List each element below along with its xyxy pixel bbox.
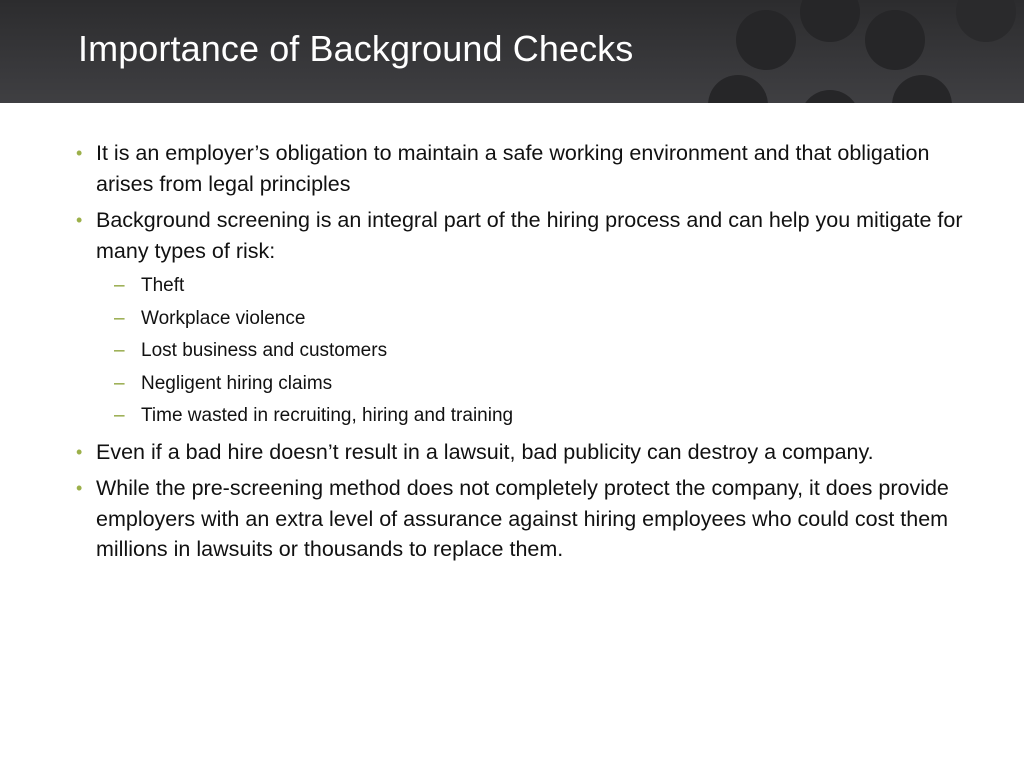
bullet-item [72, 205, 972, 266]
bullet-text: Background screening is an integral part of the hiring process and can help you mitigate for many types of risk: [96, 208, 963, 263]
slide-title: Importance of Background Checks [78, 28, 634, 69]
sub-bullet-item [72, 404, 972, 428]
risk-sublist [72, 274, 972, 428]
dash-icon: – [114, 340, 125, 361]
bullet-icon: • [76, 478, 83, 498]
dash-icon: – [114, 405, 125, 426]
bullet-text: Even if a bad hire doesn’t result in a lawsuit, bad publicity can destroy a company. [96, 439, 874, 464]
bullet-list [72, 138, 972, 266]
sub-bullet-item [72, 274, 972, 298]
bullet-item [72, 138, 972, 199]
dash-icon: – [114, 307, 125, 329]
bullet-text: It is an employer’s obligation to maintain a safe working environment and that obligation arises from legal principles [96, 141, 930, 196]
dash-icon: – [114, 275, 125, 296]
bullet-icon: • [76, 441, 83, 462]
sub-bullet-text: Negligent hiring claims [141, 372, 333, 394]
title-bar [0, 0, 1024, 103]
bullet-item [72, 473, 972, 565]
sub-bullet-text: Time wasted in recruiting, hiring and training [141, 405, 514, 426]
sub-bullet-text: Lost business and customers [141, 340, 388, 361]
dash-icon: – [114, 372, 125, 394]
sub-bullet-item [72, 339, 972, 363]
bullet-icon: • [76, 143, 83, 163]
sub-bullet-text: Workplace violence [141, 307, 306, 329]
bullet-icon: • [76, 210, 83, 230]
bullet-list-continued [72, 437, 972, 565]
sub-bullet-item [72, 307, 972, 331]
bullet-text: While the pre-screening method does not completely protect the company, it does provide employers with an extra level of assurance against hiring employees who could cost them millions in lawsuits or thousands to replace them. [96, 476, 949, 561]
bullet-item [72, 437, 972, 468]
sub-bullet-item [72, 372, 972, 396]
sub-bullet-text: Theft [141, 275, 185, 296]
slide-body [72, 138, 972, 571]
